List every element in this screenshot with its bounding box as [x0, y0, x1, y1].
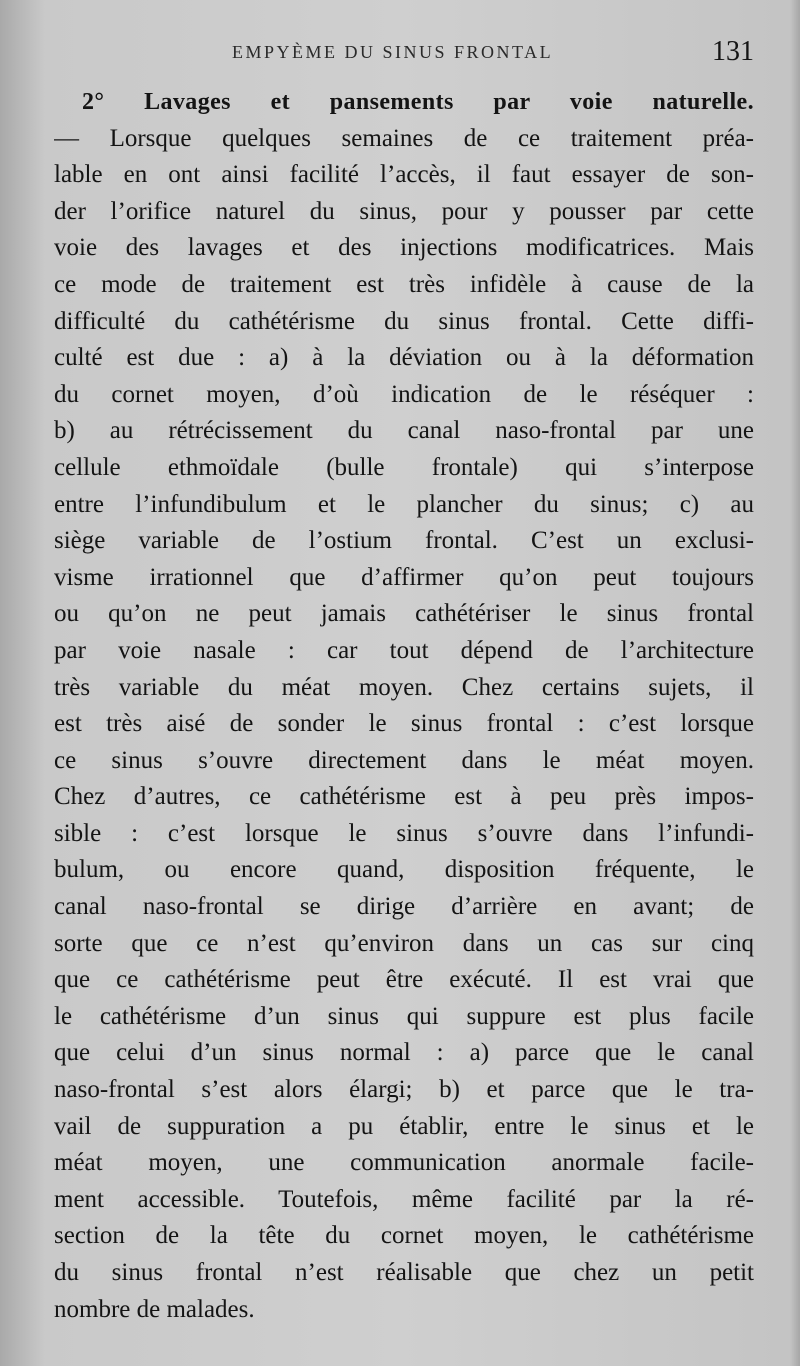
text-line: cellule ethmoïdale (bulle frontale) qui s’interpose: [54, 453, 754, 481]
text-line: entre l’infundibulum et le plancher du sinus; c) au: [54, 490, 754, 518]
text-line: nombre de malades.: [54, 1295, 255, 1323]
text-line: le cathétérisme d’un sinus qui suppure est plus facile: [54, 1002, 754, 1030]
text-line: ce sinus s’ouvre directement dans le méat moyen.: [54, 746, 754, 774]
text-line: méat moyen, une communication anormale facile-: [54, 1149, 754, 1177]
running-head: EMPYÈME DU SINUS FRONTAL: [232, 42, 554, 62]
text-line: bulum, ou encore quand, disposition fréquente, le: [54, 856, 754, 884]
text-line: canal naso-frontal se dirige d’arrière en avant; de: [54, 893, 754, 921]
text-line: — Lorsque quelques semaines de ce traitement préa-: [54, 124, 754, 152]
text-line: der l’orifice naturel du sinus, pour y pousser par cette: [54, 197, 754, 225]
text-line: vail de suppuration a pu établir, entre le sinus et le: [54, 1112, 754, 1140]
page-header: [0, 38, 800, 72]
text-line: lable en ont ainsi facilité l’accès, il faut essayer de son-: [54, 161, 754, 189]
text-line: visme irrationnel que d’affirmer qu’on peut toujours: [54, 563, 754, 591]
text-line: par voie nasale : car tout dépend de l’architecture: [54, 636, 754, 664]
section-heading: 2° Lavages et pansements par voie naturelle.: [82, 89, 754, 115]
text-line: voie des lavages et des injections modificatrices. Mais: [54, 234, 754, 262]
text-line: difficulté du cathétérisme du sinus frontal. Cette diffi-: [54, 307, 754, 335]
text-line: du cornet moyen, d’où indication de le réséquer :: [54, 380, 754, 408]
text-line: section de la tête du cornet moyen, le cathétérisme: [54, 1222, 754, 1250]
page-number: 131: [712, 36, 754, 67]
text-line: que ce cathétérisme peut être exécuté. Il est vrai que: [54, 966, 754, 994]
text-line: siège variable de l’ostium frontal. C’est un exclusi-: [54, 527, 754, 555]
text-line: Chez d’autres, ce cathétérisme est à peu près impos-: [54, 783, 754, 811]
text-line: sible : c’est lorsque le sinus s’ouvre dans l’infundi-: [54, 819, 754, 847]
text-line: est très aisé de sonder le sinus frontal : c’est lorsque: [54, 710, 754, 738]
text-line: du sinus frontal n’est réalisable que chez un petit: [54, 1259, 754, 1286]
text-line: culté est due : a) à la déviation ou à la déformation: [54, 344, 754, 372]
text-line: b) au rétrécissement du canal naso-frontal par une: [54, 417, 754, 445]
body-text: [54, 84, 754, 1328]
text-line: que celui d’un sinus normal : a) parce que le canal: [54, 1039, 754, 1067]
text-line: ment accessible. Toutefois, même facilité par la ré-: [54, 1185, 754, 1213]
text-line: naso-frontal s’est alors élargi; b) et parce que le tra-: [54, 1076, 754, 1104]
text-line: très variable du méat moyen. Chez certains sujets, il: [54, 673, 754, 701]
text-line: sorte que ce n’est qu’environ dans un cas sur cinq: [54, 929, 754, 957]
text-line: ce mode de traitement est très infidèle à cause de la: [54, 270, 754, 298]
text-line: ou qu’on ne peut jamais cathétériser le sinus frontal: [54, 600, 754, 628]
